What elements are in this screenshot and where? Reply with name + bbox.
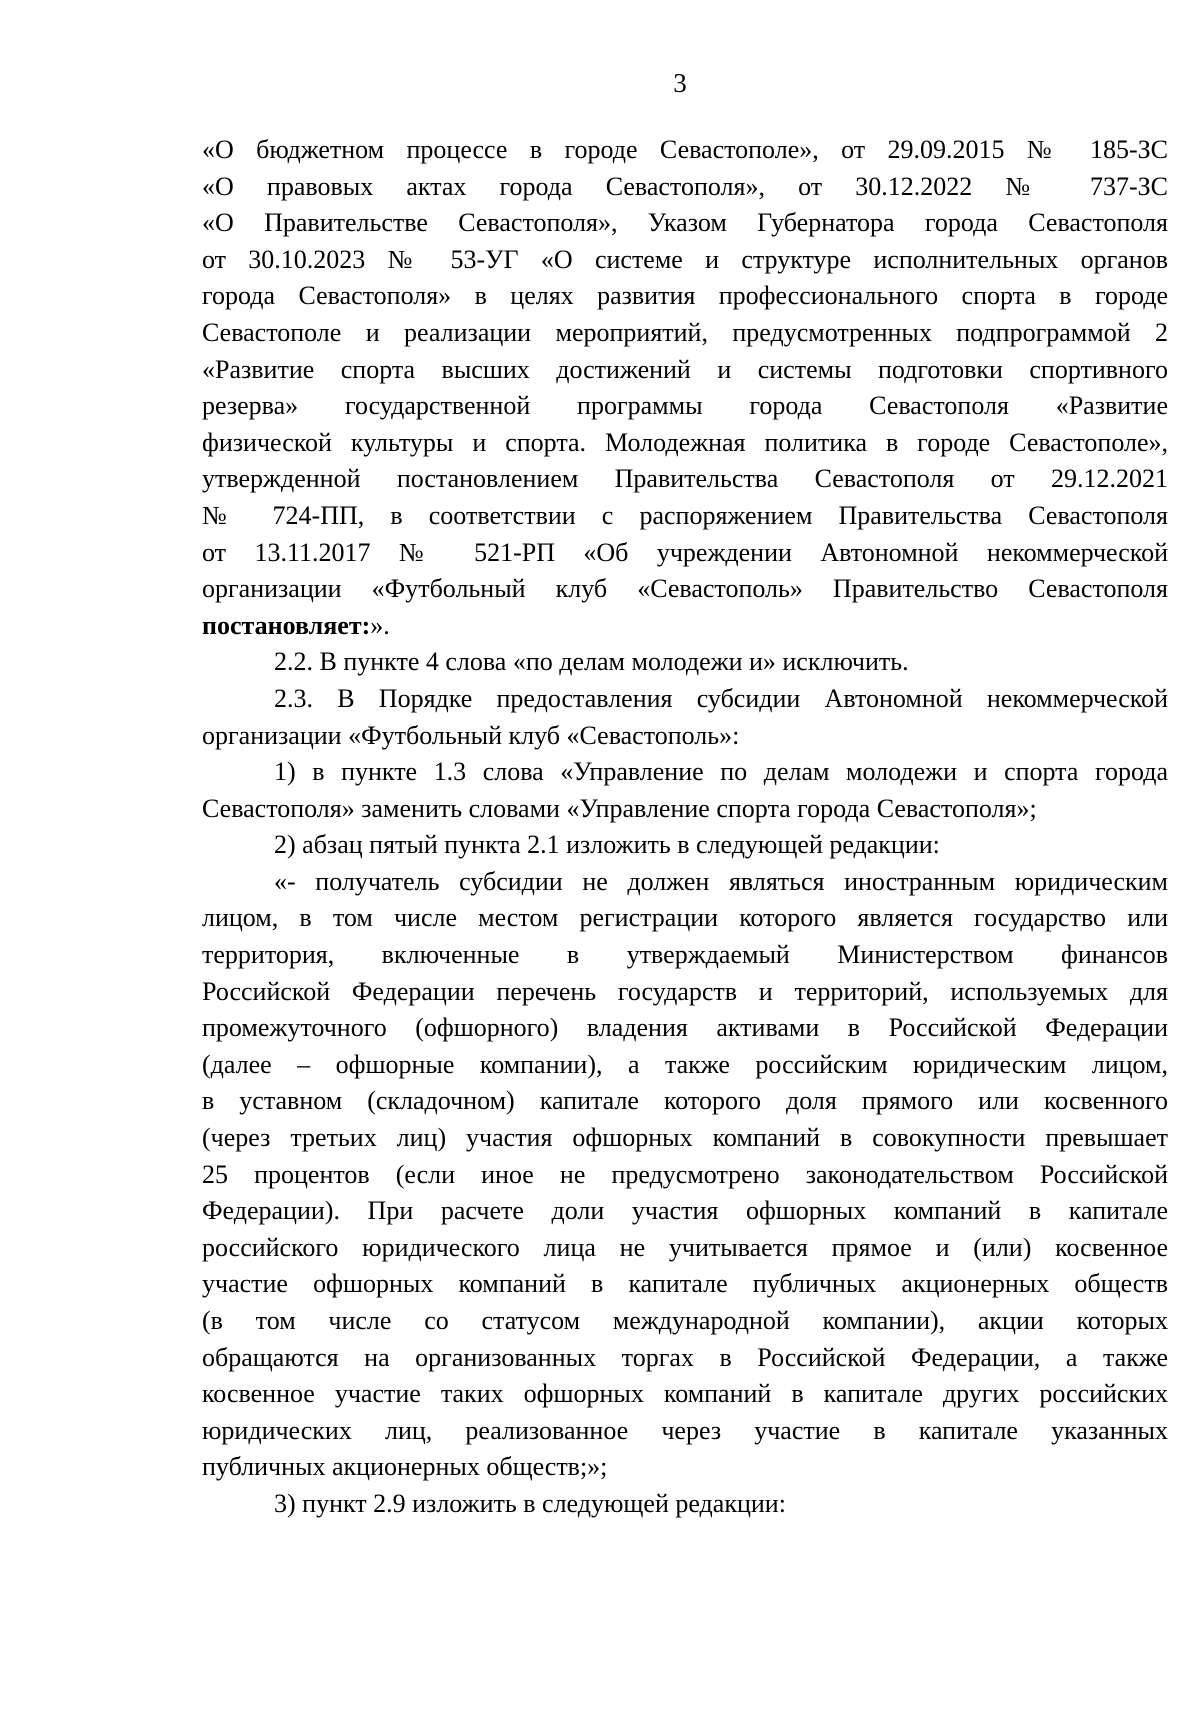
text-line: Севастополе и реализации мероприятий, предусмотренных подпрограммой 2 [202, 317, 1168, 347]
text-line: (далее – офшорные компании), а также российским юридическим лицом, [202, 1049, 1168, 1079]
text-line: участие офшорных компаний в капитале публичных акционерных обществ [202, 1269, 1168, 1299]
text-line: обращаются на организованных торгах в Российской Федерации, а также [202, 1342, 1168, 1372]
text-after: ». [370, 610, 390, 640]
text-line: в уставном (складочном) капитале которого доля прямого или косвенного [202, 1086, 1168, 1116]
text-line: от 30.10.2023 № 53-УГ «О системе и структуре исполнительных органов [202, 244, 1168, 274]
text-line: физической культуры и спорта. Молодежная политика в городе Севастополе», [202, 427, 1168, 457]
text-line: 2.2. В пункте 4 слова «по делам молодежи и» исключить. [274, 647, 909, 677]
text-line: российского юридического лица не учитывается прямое и (или) косвенное [202, 1232, 1168, 1262]
text-line: (через третьих лиц) участия офшорных компаний в совокупности превышает [202, 1123, 1168, 1153]
text-line: Федерации). При расчете доли участия офшорных компаний в капитале [202, 1196, 1168, 1226]
text-line: промежуточного (офшорного) владения активами в Российской Федерации [202, 1013, 1168, 1043]
text-line: города Севастополя» в целях развития профессионального спорта в городе [202, 281, 1168, 311]
text-line: косвенное участие таких офшорных компаний в капитале других российских [202, 1379, 1168, 1409]
text-line: лицом, в том числе местом регистрации которого является государство или [202, 903, 1168, 933]
text-line: 25 процентов (если иное не предусмотрено законодательством Российской [202, 1159, 1168, 1189]
page-number: 3 [673, 68, 687, 98]
text-line: организации «Футбольный клуб «Севастополь» Правительство Севастополя [202, 574, 1168, 604]
text-line: юридических лиц, реализованное через участие в капитале указанных [202, 1415, 1168, 1445]
text-line: 3) пункт 2.9 изложить в следующей редакции: [274, 1488, 786, 1518]
text-line: организации «Футбольный клуб «Севастополь»: [202, 720, 740, 750]
text-line: «О бюджетном процессе в городе Севастополе», от 29.09.2015 № 185-ЗС [202, 135, 1168, 164]
text-line: «О Правительстве Севастополя», Указом Губернатора города Севастополя [202, 208, 1168, 238]
text-line: утвержденной постановлением Правительства Севастополя от 29.12.2021 [202, 464, 1168, 494]
text-line: «О правовых актах города Севастополя», от 30.12.2022 № 737-ЗС [202, 171, 1168, 201]
text-line: 1) в пункте 1.3 слова «Управление по делам молодежи и спорта города [274, 757, 1168, 787]
text-line: публичных акционерных обществ;»; [202, 1452, 608, 1482]
text-line: 2.3. В Порядке предоставления субсидии Автономной некоммерческой [274, 683, 1168, 713]
text-line: резерва» государственной программы города Севастополя «Развитие [202, 391, 1168, 421]
text-line: № 724-ПП, в соответствии с распоряжением Правительства Севастополя [202, 500, 1168, 530]
bold-text: постановляет: [202, 610, 371, 640]
text-line: (в том числе со статусом международной компании), акции которых [202, 1306, 1168, 1335]
text-line: «Развитие спорта высших достижений и системы подготовки спортивного [202, 354, 1168, 384]
text-line: Российской Федерации перечень государств и территорий, используемых для [202, 976, 1168, 1006]
document-body [202, 132, 1168, 1523]
text-line: 2) абзац пятый пункта 2.1 изложить в следующей редакции: [274, 830, 940, 860]
text-line [202, 608, 1168, 645]
text-line: от 13.11.2017 № 521-РП «Об учреждении Автономной некоммерческой [202, 537, 1168, 567]
text-line: «- получатель субсидии не должен являться иностранным юридическим [274, 866, 1168, 896]
text-line: территория, включенные в утверждаемый Министерством финансов [202, 940, 1168, 970]
text-line: Севастополя» заменить словами «Управление спорта города Севастополя»; [202, 793, 1037, 823]
